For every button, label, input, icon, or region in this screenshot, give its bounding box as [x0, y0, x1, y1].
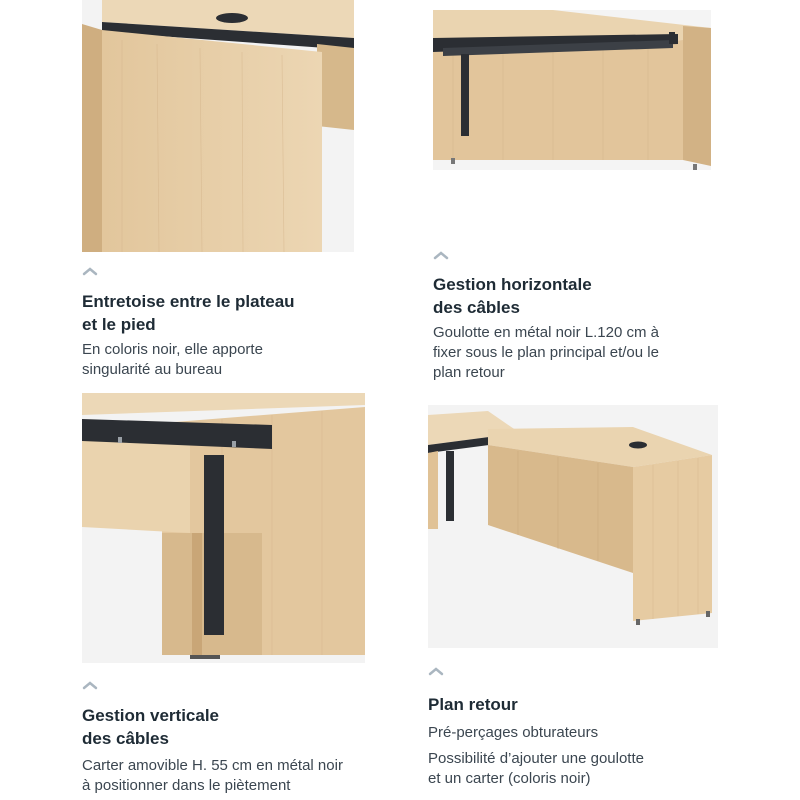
return-desk-illustration	[428, 405, 718, 648]
photo-vertical-cable-cover	[82, 393, 365, 663]
card-2-title: Gestion horizontale des câbles	[433, 275, 592, 317]
card-1-description: En coloris noir, elle apporte singularité au bureau	[82, 341, 263, 378]
card-3-title: Gestion verticale des câbles	[82, 706, 220, 748]
card-4-description: Pré-perçages obturateurs Possibilité d’ajouter une goulotte et un carter (coloris noir)	[428, 724, 644, 787]
desk-crossbar-illustration	[82, 0, 354, 252]
horizontal-cable-tray-illustration	[433, 10, 711, 170]
card-3-description: Carter amovible H. 55 cm en métal noir à positionner dans le piètement	[82, 757, 343, 794]
chevron-up-icon[interactable]	[82, 266, 98, 276]
photo-return-desk	[428, 405, 718, 648]
photo-horizontal-cable-tray	[433, 10, 711, 170]
card-4-title: Plan retour	[428, 695, 518, 714]
photo-desk-crossbar	[82, 0, 354, 252]
card-1-title: Entretoise entre le plateau et le pied	[82, 292, 295, 334]
vertical-cable-cover-illustration	[82, 393, 365, 663]
chevron-up-icon[interactable]	[433, 250, 449, 260]
card-2-description: Goulotte en métal noir L.120 cm à fixer sous le plan principal et/ou le plan retour	[433, 324, 659, 381]
chevron-up-icon[interactable]	[428, 666, 444, 676]
chevron-up-icon[interactable]	[82, 680, 98, 690]
